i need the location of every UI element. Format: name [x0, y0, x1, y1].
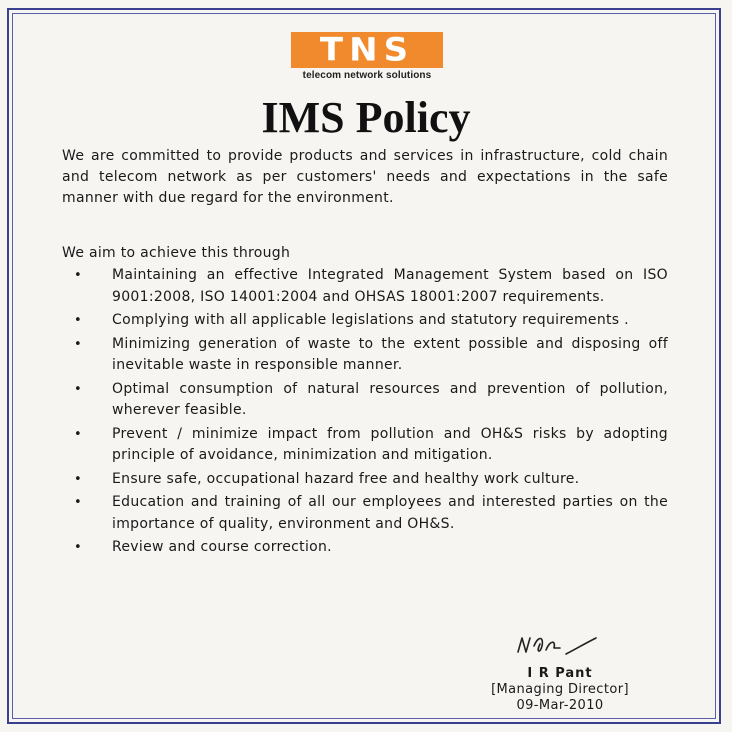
- signatory-block: [470, 666, 650, 714]
- policy-item: • Complying with all applicable legislations and statutory requirements .: [62, 310, 668, 332]
- signatory-name: I R Pant: [527, 666, 593, 681]
- policy-item: • Maintaining an effective Integrated Management System based on ISO 9001:2008, ISO 14001:2004 and OHSAS 18001:2007 requirements.: [62, 265, 668, 308]
- policy-item: • Education and training of all our employees and interested parties on the importance of quality, environment and OH&S.: [62, 492, 668, 535]
- aim-statement: We aim to achieve this through: [62, 245, 291, 261]
- page-title: IMS Policy: [261, 93, 471, 142]
- intro-paragraph: We are committed to provide products and services in infrastructure, cold chain and telecom network as per customers' needs and expectations in the safe manner with due regard for the environment.: [62, 148, 668, 206]
- policy-list: [62, 265, 668, 561]
- handwritten-signature: [500, 626, 620, 662]
- company-logo: [289, 32, 445, 81]
- policy-item: • Review and course correction.: [62, 537, 668, 559]
- signatory-date: 09-Mar-2010: [516, 698, 604, 713]
- signatory-designation: [Managing Director]: [491, 682, 629, 697]
- policy-item: • Optimal consumption of natural resources and prevention of pollution, wherever feasible.: [62, 379, 668, 422]
- logo-wordmark: TNS: [319, 31, 415, 69]
- policy-item: • Ensure safe, occupational hazard free and healthy work culture.: [62, 469, 668, 491]
- policy-item: • Prevent / minimize impact from pollution and OH&S risks by adopting principle of avoidance, minimization and mitigation.: [62, 424, 668, 467]
- logo-tagline: telecom network solutions: [302, 70, 432, 81]
- logo-mark: [291, 32, 443, 68]
- policy-item: • Minimizing generation of waste to the extent possible and disposing off inevitable waste in responsible manner.: [62, 334, 668, 377]
